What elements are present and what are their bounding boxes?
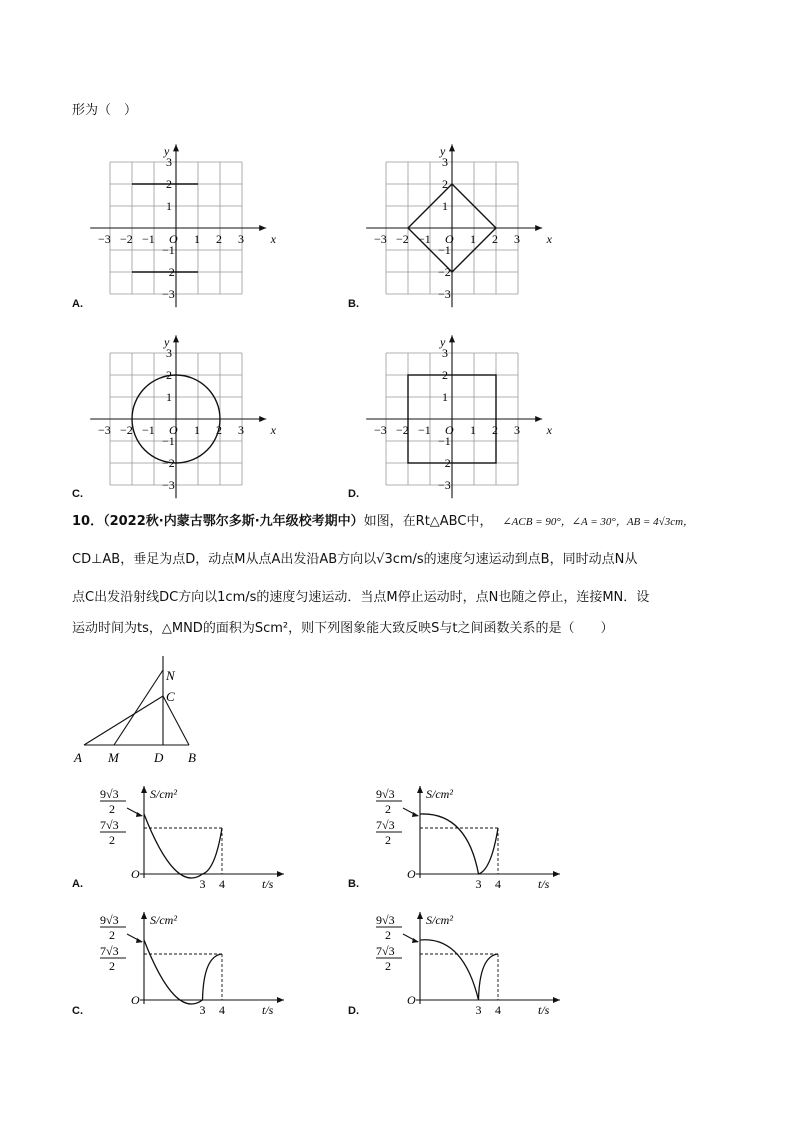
y-tick-label: 3 xyxy=(166,155,172,169)
y-tick-label: 2 xyxy=(166,177,172,191)
y-tick-label: −1 xyxy=(162,243,175,257)
q9-option-d-label[interactable]: D. xyxy=(348,488,359,500)
y-axis-arrow-icon xyxy=(449,335,455,342)
y-tick-label: −2 xyxy=(438,265,451,279)
q10-line-3: 点C出发沿射线DC方向以1cm/s的速度匀速运动．当点M停止运动时，点N也随之停止，连接MN．设 xyxy=(72,590,650,605)
y-tick-label: −2 xyxy=(438,456,451,470)
y-label-mid-numerator: 7√3 xyxy=(100,944,119,958)
x-tick-label: −1 xyxy=(142,232,155,246)
label-d: D xyxy=(154,750,164,765)
x-tick-label: −2 xyxy=(120,423,133,437)
y-label-mid-numerator: 7√3 xyxy=(376,944,395,958)
q10-line-4: 运动时间为ts，△MND的面积为Scm²，则下列图象能大致反映S与t之间函数关系的是（ ） xyxy=(72,621,614,636)
segment-mn xyxy=(114,670,163,745)
y-label-top-denominator: 2 xyxy=(109,802,115,816)
y-axis-title: S/cm² xyxy=(150,787,177,801)
q10-graph-c xyxy=(96,908,306,1018)
q9-graph-a xyxy=(88,128,288,308)
q10-option-d-label[interactable]: D. xyxy=(348,1005,359,1017)
origin-label: O xyxy=(445,423,454,437)
q10-triangle-figure xyxy=(70,652,220,772)
y-axis-arrow-icon xyxy=(449,144,455,151)
x-tick-label: 3 xyxy=(475,1003,482,1017)
x-tick-label: 2 xyxy=(216,232,222,246)
y-tick-label: 1 xyxy=(166,199,172,213)
q10-intro: 如图，在Rt△ABC中， xyxy=(363,514,493,529)
segment-ac xyxy=(84,696,163,745)
x-axis-arrow-icon xyxy=(259,225,266,231)
x-tick-label: 1 xyxy=(194,232,200,246)
q10-number: 10． xyxy=(72,514,104,529)
origin-label: O xyxy=(131,867,140,881)
q10-line-1 xyxy=(72,512,694,532)
y-tick-label: 2 xyxy=(442,177,448,191)
q10-option-b-label[interactable]: B. xyxy=(348,878,359,890)
y-label-mid-numerator: 7√3 xyxy=(376,818,395,832)
x-tick-label: −3 xyxy=(374,232,387,246)
q9-graph-c xyxy=(88,319,288,499)
pointer-arrow-icon xyxy=(412,938,419,943)
y-label-top-denominator: 2 xyxy=(109,928,115,942)
x-tick-label: 1 xyxy=(470,423,476,437)
pointer-arrow-icon xyxy=(136,812,143,817)
function-curve xyxy=(420,814,498,874)
q10-graph-d xyxy=(372,908,582,1018)
q9-option-b-label[interactable]: B. xyxy=(348,298,359,310)
x-tick-label: −2 xyxy=(396,232,409,246)
x-tick-label: 4 xyxy=(219,1003,225,1017)
y-label-top-numerator: 9√3 xyxy=(376,913,395,927)
x-tick-label: 1 xyxy=(470,232,476,246)
y-axis-arrow-icon xyxy=(417,912,423,919)
y-label-mid-denominator: 2 xyxy=(109,833,115,847)
q10-line-2: CD⊥AB，垂足为点D，动点M从点A出发沿AB方向以√3cm/s的速度匀速运动到点B，同时动点N从 xyxy=(72,552,638,567)
x-tick-label: 4 xyxy=(495,877,501,891)
x-axis-arrow-icon xyxy=(535,416,542,422)
y-label-top-numerator: 9√3 xyxy=(100,787,119,801)
label-n: N xyxy=(166,668,175,683)
y-tick-label: 1 xyxy=(166,390,172,404)
y-label-mid-denominator: 2 xyxy=(385,833,391,847)
x-axis-title: t/s xyxy=(262,1003,274,1017)
q9-option-a-label[interactable]: A. xyxy=(72,298,83,310)
x-tick-label: 3 xyxy=(238,423,244,437)
y-axis-arrow-icon xyxy=(141,912,147,919)
origin-label: O xyxy=(445,232,454,246)
q9-graph-b xyxy=(364,128,564,308)
x-axis-arrow-icon xyxy=(553,997,560,1003)
y-label-mid-denominator: 2 xyxy=(109,959,115,973)
x-tick-label: 3 xyxy=(514,423,520,437)
x-tick-label: −3 xyxy=(374,423,387,437)
pointer-arrow-icon xyxy=(412,812,419,817)
y-axis-label: y xyxy=(440,143,446,158)
x-tick-label: 4 xyxy=(219,877,225,891)
y-axis-label: y xyxy=(164,334,170,349)
y-tick-label: 1 xyxy=(442,390,448,404)
x-tick-label: −2 xyxy=(396,423,409,437)
x-tick-label: 3 xyxy=(199,877,206,891)
y-label-top-numerator: 9√3 xyxy=(100,913,119,927)
x-axis-title: t/s xyxy=(262,877,274,891)
y-tick-label: −3 xyxy=(162,287,175,301)
q10-graph-b xyxy=(372,782,582,892)
y-axis-arrow-icon xyxy=(173,144,179,151)
label-b: B xyxy=(188,750,196,765)
x-tick-label: 3 xyxy=(199,1003,206,1017)
y-tick-label: 1 xyxy=(442,199,448,213)
y-label-mid-numerator: 7√3 xyxy=(100,818,119,832)
x-tick-label: −2 xyxy=(120,232,133,246)
y-tick-label: −1 xyxy=(438,243,451,257)
x-axis-arrow-icon xyxy=(277,997,284,1003)
q10-option-c-label[interactable]: C. xyxy=(72,1005,83,1017)
label-c: C xyxy=(166,689,175,704)
y-tick-label: −1 xyxy=(162,434,175,448)
y-axis-arrow-icon xyxy=(173,335,179,342)
x-axis-arrow-icon xyxy=(535,225,542,231)
origin-label: O xyxy=(407,867,416,881)
y-tick-label: −1 xyxy=(438,434,451,448)
function-curve xyxy=(420,940,498,1000)
x-tick-label: 3 xyxy=(238,232,244,246)
x-axis-title: t/s xyxy=(538,877,550,891)
x-axis-label: x xyxy=(546,232,552,246)
function-curve xyxy=(144,940,222,1004)
x-axis-arrow-icon xyxy=(277,871,284,877)
y-axis-label: y xyxy=(440,334,446,349)
pointer-arrow-icon xyxy=(136,938,143,943)
origin-label: O xyxy=(169,232,178,246)
y-axis-title: S/cm² xyxy=(426,913,453,927)
y-tick-label: 2 xyxy=(442,368,448,382)
q10-option-a-label[interactable]: A. xyxy=(72,878,83,890)
x-tick-label: 1 xyxy=(194,423,200,437)
y-label-mid-denominator: 2 xyxy=(385,959,391,973)
x-tick-label: 2 xyxy=(492,232,498,246)
x-axis-title: t/s xyxy=(538,1003,550,1017)
x-tick-label: 3 xyxy=(514,232,520,246)
y-tick-label: 2 xyxy=(166,368,172,382)
x-tick-label: −1 xyxy=(142,423,155,437)
q10-source: （2022秋·内蒙古鄂尔多斯·九年级校考期中） xyxy=(103,514,364,529)
function-curve xyxy=(144,814,222,878)
y-tick-label: 3 xyxy=(442,155,448,169)
x-tick-label: 3 xyxy=(475,877,482,891)
y-axis-arrow-icon xyxy=(141,786,147,793)
q10-graph-a xyxy=(96,782,306,892)
x-tick-label: −1 xyxy=(418,232,431,246)
y-axis-label: y xyxy=(164,143,170,158)
y-tick-label: −2 xyxy=(162,456,175,470)
y-axis-arrow-icon xyxy=(417,786,423,793)
x-tick-label: −3 xyxy=(98,423,111,437)
x-tick-label: −1 xyxy=(418,423,431,437)
origin-label: O xyxy=(407,993,416,1007)
y-label-top-denominator: 2 xyxy=(385,802,391,816)
q9-option-c-label[interactable]: C. xyxy=(72,488,83,500)
y-axis-title: S/cm² xyxy=(150,913,177,927)
label-a: A xyxy=(74,750,82,765)
q9-graph-d xyxy=(364,319,564,499)
q10-given: ∠ACB = 90°，∠A = 30°，AB = 4√3cm， xyxy=(502,516,695,528)
y-label-top-denominator: 2 xyxy=(385,928,391,942)
y-tick-label: −3 xyxy=(438,478,451,492)
q9-prompt-tail: 形为（ ） xyxy=(72,103,138,118)
x-tick-label: 2 xyxy=(216,423,222,437)
origin-label: O xyxy=(169,423,178,437)
y-tick-label: −3 xyxy=(162,478,175,492)
y-axis-title: S/cm² xyxy=(426,787,453,801)
x-axis-arrow-icon xyxy=(259,416,266,422)
y-tick-label: 3 xyxy=(442,346,448,360)
x-axis-label: x xyxy=(270,232,276,246)
x-axis-label: x xyxy=(270,423,276,437)
y-label-top-numerator: 9√3 xyxy=(376,787,395,801)
y-tick-label: 3 xyxy=(166,346,172,360)
y-tick-label: −3 xyxy=(438,287,451,301)
origin-label: O xyxy=(131,993,140,1007)
x-axis-label: x xyxy=(546,423,552,437)
x-tick-label: 4 xyxy=(495,1003,501,1017)
x-tick-label: 2 xyxy=(492,423,498,437)
y-tick-label: −2 xyxy=(162,265,175,279)
x-tick-label: −3 xyxy=(98,232,111,246)
label-m: M xyxy=(108,750,119,765)
x-axis-arrow-icon xyxy=(553,871,560,877)
